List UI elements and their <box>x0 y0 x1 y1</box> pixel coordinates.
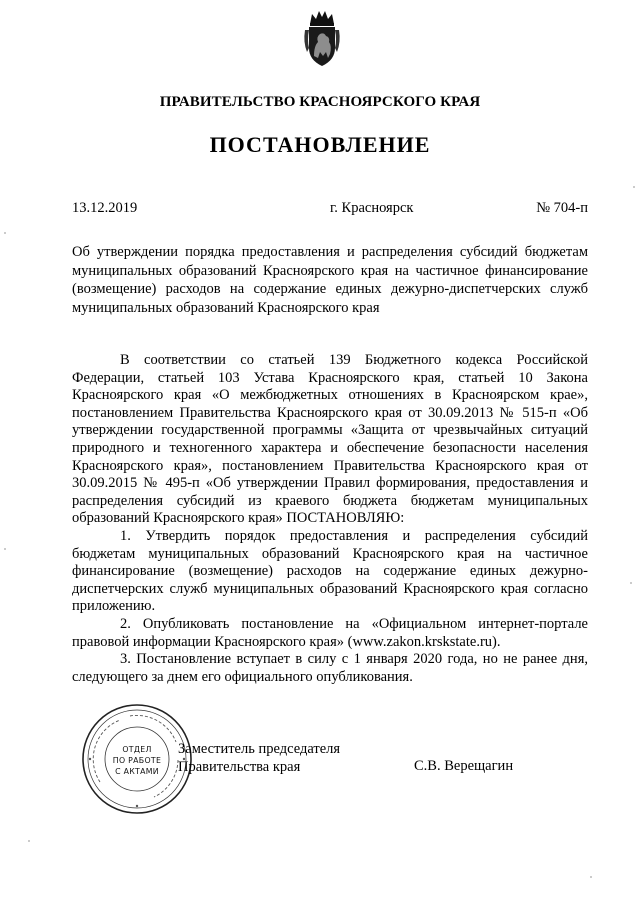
document-type-title: ПОСТАНОВЛЕНИЕ <box>209 132 431 157</box>
organization-title: ПРАВИТЕЛЬСТВО КРАСНОЯРСКОГО КРАЯ <box>159 94 481 110</box>
item-2-paragraph: 2. Опубликовать постановление на «Официальном интернет-портале правовой информации Красноярского края» (www.zakon.krskstate.ru). <box>72 615 588 650</box>
document-city: г. Красноярск <box>329 200 414 216</box>
scan-speck <box>633 186 635 188</box>
item-3-paragraph: 3. Постановление вступает в силу с 1 января 2020 года, но не ранее дня, следующего за днем его официального опубликования. <box>72 651 588 685</box>
document-body <box>72 352 588 686</box>
stamp-text-line-3: С АКТАМИ <box>115 767 159 776</box>
coat-of-arms-icon <box>301 8 343 70</box>
preamble-paragraph: В соответствии со статьей 139 Бюджетного кодекса Российской Федерации, статьей 103 Устава Красноярского края, статьей 10 Закона Красноярского края «О межбюджетных отношениях в Красноярском крае», постановлением Правительства Красноярского края от 30.09.2013 № 515-п «Об утверждении государственной программы «Защита от чрезвычайных ситуаций природного и техногенного характера и обеспечение безопасности населения Красноярского края», постановлением Правительства Красноярского края от 30.09.2015 № 495-п «Об утверждении Правил формирования, предоставления и распределения субсидий из краевого бюджета бюджетам муниципальных образований Красноярского края» ПОСТАНОВЛЯЮ: <box>72 352 588 527</box>
signatory-position-line-1: Заместитель председателя <box>178 741 341 757</box>
signatory-position <box>178 740 340 776</box>
document-meta-row <box>72 200 588 217</box>
scan-speck <box>4 548 6 550</box>
signatory-name: С.В. Верещагин <box>414 758 514 774</box>
scan-speck <box>590 876 592 878</box>
stamp-text-line-1: ОТДЕЛ <box>122 745 152 754</box>
signatory-position-line-2: Правительства края <box>178 759 301 775</box>
item-1-paragraph: 1. Утвердить порядок предоставления и распределения субсидий бюджетам муниципальных образований Красноярского края на частичное финансирование (возмещение) расходов на содержание единых дежурно-диспетчерских служб муниципальных образований Красноярского края согласно приложению. <box>72 527 588 615</box>
scan-speck <box>4 232 6 234</box>
document-subject: Об утверждении порядка предоставления и распределения субсидий бюджетам муниципальных образований Красноярского края на частичное финансирование (возмещение) расходов на содержание единых дежурно-диспетчерских служб муниципальных образований Красноярского края <box>72 244 588 316</box>
document-date: 13.12.2019 <box>72 200 138 216</box>
document-number: № 704-п <box>536 200 588 216</box>
scan-speck <box>28 840 30 842</box>
stamp-text-line-2: ПО РАБОТЕ <box>112 756 162 765</box>
scan-speck <box>630 582 632 584</box>
